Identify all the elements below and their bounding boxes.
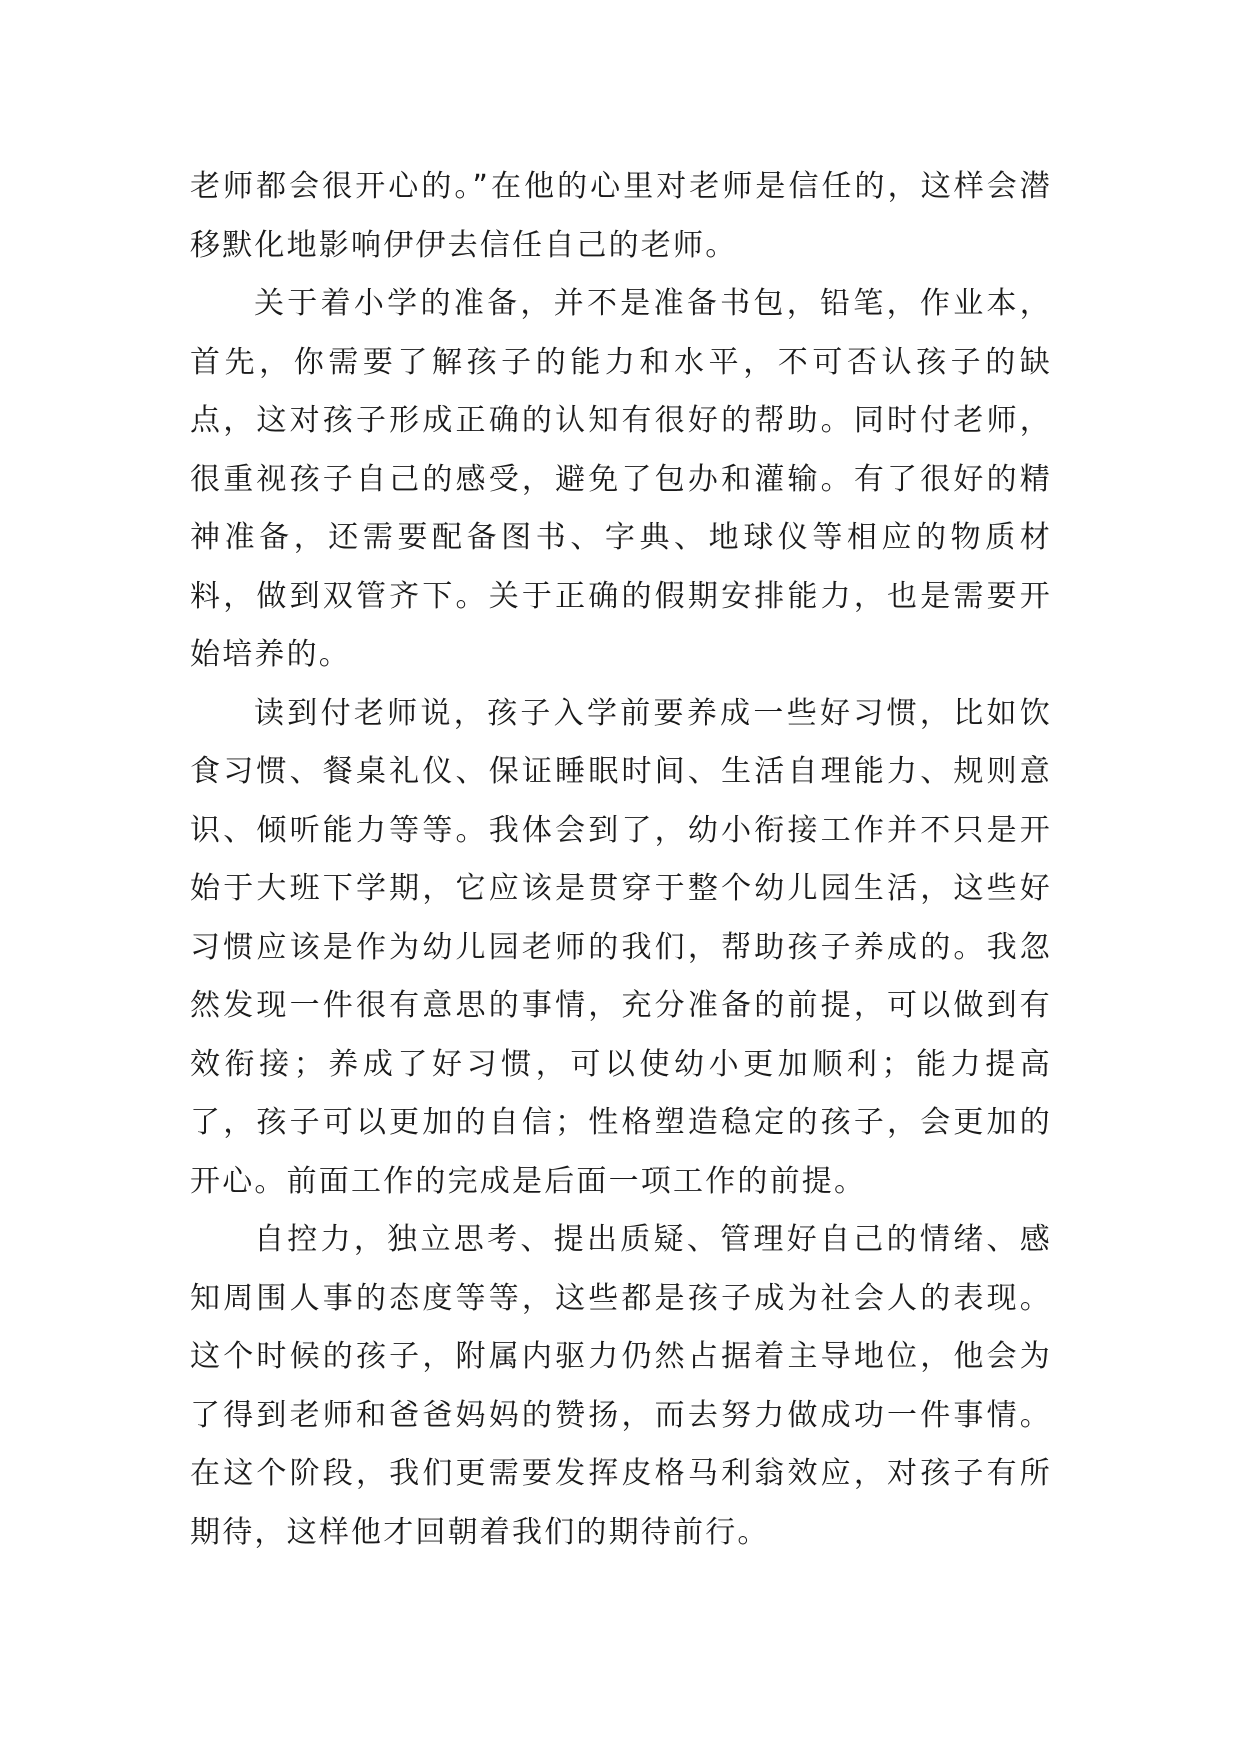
paragraph-3: 读到付老师说，孩子入学前要养成一些好习惯，比如饮食习惯、餐桌礼仪、保证睡眠时间、生活自理能力、规则意识、倾听能力等等。我体会到了，幼小衔接工作并不只是开始于大班下学期，它应该是贯穿于整个幼儿园生活，这些好习惯应该是作为幼儿园老师的我们，帮助孩子养成的。我忽然发现一件很有意思的事情，充分准备的前提，可以做到有效衔接；养成了好习惯，可以使幼小更加顺利；能力提高了，孩子可以更加的自信；性格塑造稳定的孩子，会更加的开心。前面工作的完成是后面一项工作的前提。 bbox=[190, 695, 1052, 1199]
document-page bbox=[190, 158, 1052, 1562]
paragraph-1: 老师都会很开心的。”在他的心里对老师是信任的，这样会潜移默化地影响伊伊去信任自己的老师。 bbox=[190, 169, 1052, 263]
paragraph-4: 自控力，独立思考、提出质疑、管理好自己的情绪、感知周围人事的态度等等，这些都是孩子成为社会人的表现。这个时候的孩子，附属内驱力仍然占据着主导地位，他会为了得到老师和爸爸妈妈的赞扬，而去努力做成功一件事情。在这个阶段，我们更需要发挥皮格马利翁效应，对孩子有所期待，这样他才回朝着我们的期待前行。 bbox=[190, 1222, 1052, 1550]
paragraph-2: 关于着小学的准备，并不是准备书包，铅笔，作业本，首先，你需要了解孩子的能力和水平，不可否认孩子的缺点，这对孩子形成正确的认知有很好的帮助。同时付老师，很重视孩子自己的感受，避免了包办和灌输。有了很好的精神准备，还需要配备图书、字典、地球仪等相应的物质材料，做到双管齐下。关于正确的假期安排能力，也是需要开始培养的。 bbox=[190, 286, 1052, 672]
